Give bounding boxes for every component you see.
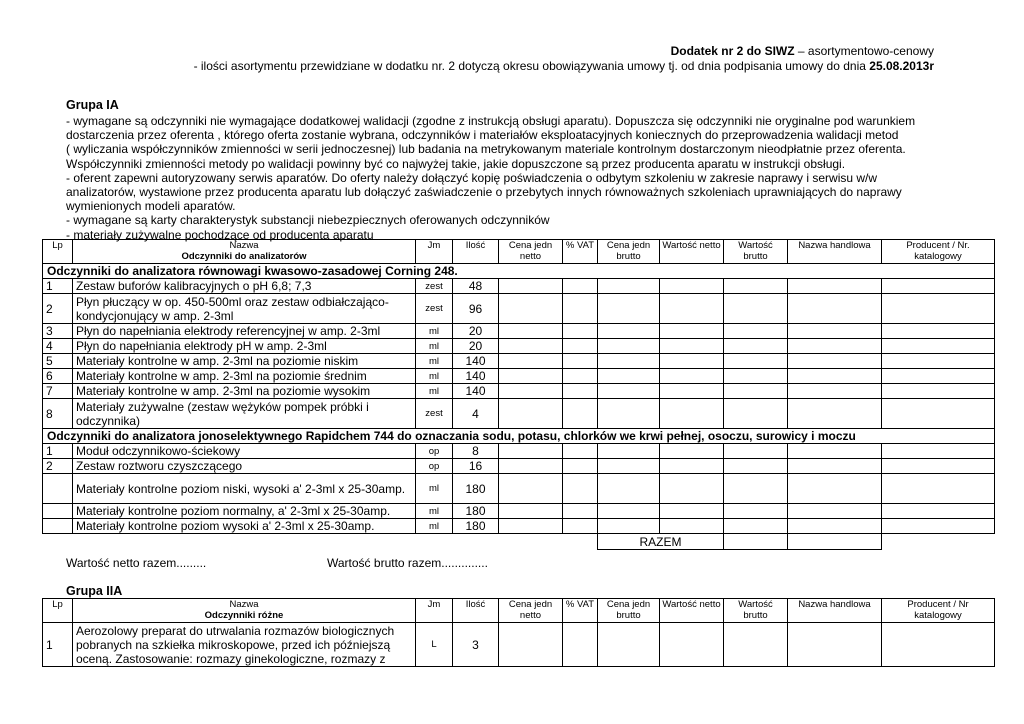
trade-name-cell[interactable]: [788, 504, 882, 519]
gross-price-cell[interactable]: [598, 474, 660, 504]
trade-name-cell[interactable]: [788, 399, 882, 429]
row-lp: 4: [43, 339, 73, 354]
row-lp: 5: [43, 354, 73, 369]
net-price-cell[interactable]: [499, 354, 563, 369]
document-header-subtitle: [194, 59, 934, 73]
producer-cell[interactable]: [882, 369, 995, 384]
row-lp: 2: [43, 294, 73, 324]
row-jm: ml: [416, 354, 453, 369]
razem-net-value[interactable]: [724, 534, 788, 550]
row-name: Materiały kontrolne poziom niski, wysoki a' 2-3ml x 25-30amp.: [73, 474, 416, 504]
net-value-cell[interactable]: [660, 324, 724, 339]
net-value-cell[interactable]: [660, 474, 724, 504]
table-row: [43, 504, 995, 519]
row-qty: 140: [453, 384, 499, 399]
row-qty: 8: [453, 444, 499, 459]
document-header-title: [671, 44, 934, 58]
net-price-cell[interactable]: [499, 369, 563, 384]
trade-name-cell[interactable]: [788, 384, 882, 399]
col-producer: Producent / Nr. katalogowy: [882, 240, 995, 264]
trade-name-cell[interactable]: [788, 324, 882, 339]
trade-name-cell[interactable]: [788, 459, 882, 474]
razem-row: [43, 534, 995, 550]
gross-price-cell[interactable]: [598, 279, 660, 294]
col-lp: Lp: [43, 240, 73, 264]
row-name: Materiały kontrolne w amp. 2-3ml na poziomie wysokim: [73, 384, 416, 399]
group1-table: [42, 239, 995, 550]
requirement-line: - materiały zużywalne pochodzące od producenta aparatu: [66, 227, 374, 242]
gross-value-cell[interactable]: [724, 369, 788, 384]
group1-header-row: [43, 240, 995, 264]
gross-value-cell[interactable]: [724, 623, 788, 667]
requirement-line: - oferent zapewni autoryzowany serwis aparatów. Do oferty należy dołączyć kopię poświadczenia o odbytym szkoleniu w zakresie naprawy i serwisu w/w: [66, 170, 878, 185]
net-price-cell[interactable]: [499, 324, 563, 339]
g2-col-name: [73, 599, 416, 623]
group1-title: Grupa IA: [66, 98, 119, 112]
gross-value-cell[interactable]: [724, 474, 788, 504]
vat-cell[interactable]: [563, 504, 598, 519]
producer-cell[interactable]: [882, 324, 995, 339]
net-price-cell[interactable]: [499, 444, 563, 459]
col-gross-price: Cena jedn brutto: [598, 240, 660, 264]
section2-rows: [43, 444, 995, 534]
vat-cell[interactable]: [563, 623, 598, 667]
trade-name-cell[interactable]: [788, 339, 882, 354]
table-row: [43, 354, 995, 369]
gross-price-cell[interactable]: [598, 459, 660, 474]
net-value-cell[interactable]: [660, 339, 724, 354]
row-jm: ml: [416, 504, 453, 519]
header-title-rest: – asortymentowo-cenowy: [794, 44, 934, 58]
net-value-cell[interactable]: [660, 354, 724, 369]
gross-value-cell[interactable]: [724, 504, 788, 519]
gross-value-cell[interactable]: [724, 399, 788, 429]
table-row: [43, 384, 995, 399]
table-row: [43, 474, 995, 504]
group2-title: Grupa IIA: [66, 584, 123, 598]
group2-header-row: [43, 599, 995, 623]
vat-cell[interactable]: [563, 324, 598, 339]
row-qty: 16: [453, 459, 499, 474]
net-price-cell[interactable]: [499, 519, 563, 534]
producer-cell[interactable]: [882, 519, 995, 534]
requirement-line: wymienionych modeli aparatów.: [66, 199, 236, 214]
col-net-value: Wartość netto: [660, 240, 724, 264]
net-price-cell[interactable]: [499, 623, 563, 667]
gross-price-cell[interactable]: [598, 324, 660, 339]
table-row: [43, 459, 995, 474]
g2-col-trade-name: Nazwa handlowa: [788, 599, 882, 623]
row-jm: op: [416, 444, 453, 459]
table-row: [43, 623, 995, 667]
gross-price-cell[interactable]: [598, 294, 660, 324]
net-price-cell[interactable]: [499, 504, 563, 519]
row-qty: 3: [453, 623, 499, 667]
gross-price-cell[interactable]: [598, 504, 660, 519]
g2-col-producer: Producent / Nr katalogowy: [882, 599, 995, 623]
net-value-cell[interactable]: [660, 369, 724, 384]
requirement-line: ( wyliczania współczynników zmienności w serii jednoczesnej) lub badania na metrykowanym materiale kontrolnym dostarczonym nieodpłatnie przez oferenta.: [66, 142, 906, 157]
g2-col-gross-price: Cena jedn brutto: [598, 599, 660, 623]
row-lp: 1: [43, 623, 73, 667]
total-gross: Wartość brutto razem..............: [327, 556, 488, 570]
requirement-line: dostarczenia przez oferenta , którego oferta zostanie wybrana, odczynników i materiałów eksploatacyjnych koniecznych do przeprowadzenia walidacji metod: [66, 128, 899, 143]
trade-name-cell[interactable]: [788, 444, 882, 459]
requirement-line: Współczynniki zmienności metody po walidacji powinny być co najwyżej takie, jakie dopuszczone są przez producenta aparatu w instrukcji obsługi.: [66, 156, 846, 171]
gross-price-cell[interactable]: [598, 519, 660, 534]
g2-col-qty: Ilość: [453, 599, 499, 623]
row-qty: 4: [453, 399, 499, 429]
header-subtitle-date: 25.08.2013r: [869, 59, 934, 73]
row-qty: 140: [453, 369, 499, 384]
row-name: Moduł odczynnikowo-ściekowy: [73, 444, 416, 459]
row-qty: 140: [453, 354, 499, 369]
g2-col-vat: % VAT: [563, 599, 598, 623]
vat-cell[interactable]: [563, 519, 598, 534]
gross-value-cell[interactable]: [724, 519, 788, 534]
row-lp: [43, 474, 73, 504]
requirement-line: - wymagane są odczynniki nie wymagające dodatkowej walidacji (zgodne z instrukcją obsługi aparatu). Dopuszcza się odczynniki nie oryginalne pod warunkiem: [66, 114, 916, 128]
total-net: Wartość netto razem.........: [66, 556, 207, 570]
row-qty: 96: [453, 294, 499, 324]
trade-name-cell[interactable]: [788, 474, 882, 504]
row-name: Aerozolowy preparat do utrwalania rozmazów biologicznych pobranych na szkiełka mikroskopowe, przed ich późniejszą oceną. Zastosowanie: rozmazy ginekologiczne, rozmazy z: [73, 623, 416, 667]
trade-name-cell[interactable]: [788, 369, 882, 384]
col-gross-value: Wartość brutto: [724, 240, 788, 264]
table-row: [43, 279, 995, 294]
producer-cell[interactable]: [882, 504, 995, 519]
vat-cell[interactable]: [563, 279, 598, 294]
vat-cell[interactable]: [563, 444, 598, 459]
vat-cell[interactable]: [563, 474, 598, 504]
section2-title-row: [43, 429, 995, 444]
row-name: Zestaw roztworu czyszczącego: [73, 459, 416, 474]
vat-cell[interactable]: [563, 369, 598, 384]
row-qty: 180: [453, 474, 499, 504]
row-jm: ml: [416, 339, 453, 354]
col-name-label: Nazwa: [229, 240, 259, 251]
net-value-cell[interactable]: [660, 623, 724, 667]
row-name: Płyn do napełniania elektrody pH w amp. 2-3ml: [73, 339, 416, 354]
vat-cell[interactable]: [563, 459, 598, 474]
col-trade-name: Nazwa handlowa: [788, 240, 882, 264]
row-jm: op: [416, 459, 453, 474]
gross-price-cell[interactable]: [598, 444, 660, 459]
row-qty: 20: [453, 324, 499, 339]
row-lp: 6: [43, 369, 73, 384]
table-row: [43, 324, 995, 339]
row-name: Materiały kontrolne w amp. 2-3ml na poziomie niskim: [73, 354, 416, 369]
gross-value-cell[interactable]: [724, 444, 788, 459]
requirement-line: - wymagane są karty charakterystyk substancji niebezpiecznych oferowanych odczynników: [66, 213, 550, 228]
trade-name-cell[interactable]: [788, 279, 882, 294]
vat-cell[interactable]: [563, 399, 598, 429]
row-jm: ml: [416, 384, 453, 399]
row-name: Materiały kontrolne poziom normalny, a' 2-3ml x 25-30amp.: [73, 504, 416, 519]
table-row: [43, 399, 995, 429]
net-value-cell[interactable]: [660, 504, 724, 519]
producer-cell[interactable]: [882, 294, 995, 324]
net-value-cell[interactable]: [660, 444, 724, 459]
section1-title: Odczynniki do analizatora równowagi kwasowo-zasadowej Corning 248.: [43, 264, 995, 279]
col-name: [73, 240, 416, 264]
net-value-cell[interactable]: [660, 459, 724, 474]
row-qty: 180: [453, 519, 499, 534]
row-jm: zest: [416, 279, 453, 294]
gross-price-cell[interactable]: [598, 354, 660, 369]
gross-value-cell[interactable]: [724, 339, 788, 354]
vat-cell[interactable]: [563, 384, 598, 399]
gross-price-cell[interactable]: [598, 384, 660, 399]
row-jm: ml: [416, 369, 453, 384]
row-jm: ml: [416, 474, 453, 504]
g2-col-lp: Lp: [43, 599, 73, 623]
net-value-cell[interactable]: [660, 399, 724, 429]
section2-title: Odczynniki do analizatora jonoselektywnego Rapidchem 744 do oznaczania sodu, potasu, chlorków we krwi pełnej, osoczu, surowicy i moczu: [43, 429, 995, 444]
net-price-cell[interactable]: [499, 279, 563, 294]
gross-price-cell[interactable]: [598, 369, 660, 384]
row-jm: zest: [416, 399, 453, 429]
gross-price-cell[interactable]: [598, 399, 660, 429]
row-jm: zest: [416, 294, 453, 324]
header-title-bold: Dodatek nr 2 do SIWZ: [670, 44, 795, 58]
producer-cell[interactable]: [882, 384, 995, 399]
g2-col-net-price: Cena jedn netto: [499, 599, 563, 623]
producer-cell[interactable]: [882, 623, 995, 667]
row-qty: 20: [453, 339, 499, 354]
row-jm: L: [416, 623, 453, 667]
razem-spacer: [43, 534, 598, 550]
section1-title-row: [43, 264, 995, 279]
g2-col-name-label: Nazwa: [229, 599, 259, 610]
row-lp: 2: [43, 459, 73, 474]
razem-label: RAZEM: [598, 534, 724, 550]
row-name: Materiały kontrolne w amp. 2-3ml na poziomie średnim: [73, 369, 416, 384]
gross-value-cell[interactable]: [724, 354, 788, 369]
gross-price-cell[interactable]: [598, 339, 660, 354]
row-qty: 48: [453, 279, 499, 294]
trade-name-cell[interactable]: [788, 354, 882, 369]
row-name: Zestaw buforów kalibracyjnych o pH 6,8; 7,3: [73, 279, 416, 294]
col-name-sub: Odczynniki do analizatorów: [181, 251, 307, 262]
g2-col-net-value: Wartość netto: [660, 599, 724, 623]
producer-cell[interactable]: [882, 279, 995, 294]
row-name: Płyn do napełniania elektrody referencyjnej w amp. 2-3ml: [73, 324, 416, 339]
row-lp: [43, 504, 73, 519]
net-price-cell[interactable]: [499, 474, 563, 504]
trade-name-cell[interactable]: [788, 623, 882, 667]
net-value-cell[interactable]: [660, 519, 724, 534]
gross-price-cell[interactable]: [598, 623, 660, 667]
vat-cell[interactable]: [563, 354, 598, 369]
gross-value-cell[interactable]: [724, 459, 788, 474]
row-lp: 7: [43, 384, 73, 399]
producer-cell[interactable]: [882, 459, 995, 474]
row-lp: 3: [43, 324, 73, 339]
vat-cell[interactable]: [563, 339, 598, 354]
razem-gross-value[interactable]: [788, 534, 882, 550]
producer-cell[interactable]: [882, 444, 995, 459]
header-subtitle-text: - ilości asortymentu przewidziane w dodatku nr. 2 dotyczą okresu obowiązywania umowy tj. od dnia podpisania umowy do dnia: [193, 59, 870, 73]
row-lp: 8: [43, 399, 73, 429]
producer-cell[interactable]: [882, 354, 995, 369]
col-jm: Jm: [416, 240, 453, 264]
row-name: Płyn płuczący w op. 450-500ml oraz zestaw odbiałczająco-kondycjonujący w amp. 2-3ml: [73, 294, 416, 324]
group1-requirements: [66, 114, 946, 242]
net-value-cell[interactable]: [660, 279, 724, 294]
g2-col-name-sub: Odczynniki różne: [204, 610, 284, 621]
table-row: [43, 339, 995, 354]
section1-rows: [43, 279, 995, 429]
col-vat: % VAT: [563, 240, 598, 264]
requirement-line: analizatorów, wystawione przez producenta aparatu lub dołączyć zaświadczenie o przebytych innych równoważnych szkoleniach uprawniających do naprawy: [66, 185, 902, 200]
group2-table: [42, 598, 995, 667]
gross-value-cell[interactable]: [724, 294, 788, 324]
vat-cell[interactable]: [563, 294, 598, 324]
razem-spacer-right: [882, 534, 995, 550]
net-price-cell[interactable]: [499, 459, 563, 474]
table-row: [43, 519, 995, 534]
row-lp: [43, 519, 73, 534]
row-name: Materiały zużywalne (zestaw wężyków pompek próbki i odczynnika): [73, 399, 416, 429]
col-qty: Ilość: [453, 240, 499, 264]
producer-cell[interactable]: [882, 474, 995, 504]
producer-cell[interactable]: [882, 399, 995, 429]
row-lp: 1: [43, 444, 73, 459]
table-row: [43, 294, 995, 324]
row-qty: 180: [453, 504, 499, 519]
trade-name-cell[interactable]: [788, 294, 882, 324]
net-price-cell[interactable]: [499, 294, 563, 324]
col-net-price: Cena jedn netto: [499, 240, 563, 264]
gross-value-cell[interactable]: [724, 384, 788, 399]
gross-value-cell[interactable]: [724, 279, 788, 294]
producer-cell[interactable]: [882, 339, 995, 354]
net-value-cell[interactable]: [660, 384, 724, 399]
row-jm: ml: [416, 324, 453, 339]
row-lp: 1: [43, 279, 73, 294]
row-name: Materiały kontrolne poziom wysoki a' 2-3ml x 25-30amp.: [73, 519, 416, 534]
net-price-cell[interactable]: [499, 384, 563, 399]
net-price-cell[interactable]: [499, 339, 563, 354]
gross-value-cell[interactable]: [724, 324, 788, 339]
table-row: [43, 369, 995, 384]
g2-col-gross-value: Wartość brutto: [724, 599, 788, 623]
group2-rows: [43, 623, 995, 667]
trade-name-cell[interactable]: [788, 519, 882, 534]
g2-col-jm: Jm: [416, 599, 453, 623]
table-row: [43, 444, 995, 459]
net-value-cell[interactable]: [660, 294, 724, 324]
row-jm: ml: [416, 519, 453, 534]
net-price-cell[interactable]: [499, 399, 563, 429]
